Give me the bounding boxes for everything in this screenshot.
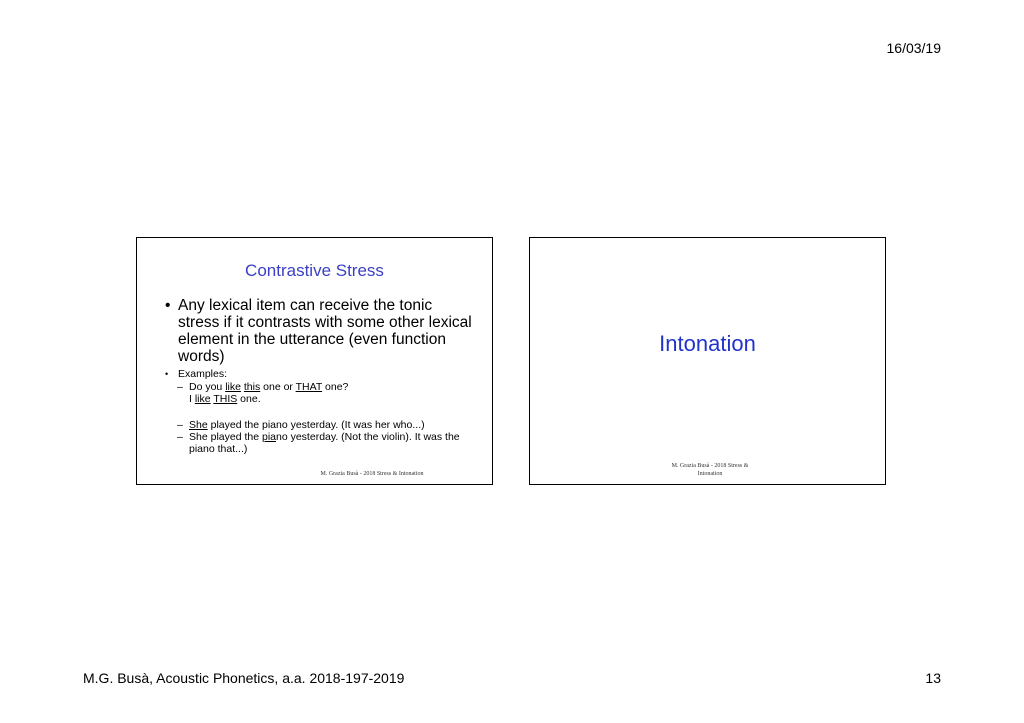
bullet-text: Any lexical item can receive the tonic stress if it contrasts with some other lexical element in the utterance (even function words) (178, 297, 472, 365)
example-item (177, 381, 472, 405)
slide-title: Intonation (659, 331, 756, 356)
bullet-dot-icon: • (165, 297, 171, 314)
slide-bullets (165, 297, 472, 455)
slide-footer: M. Grazia Busà - 2018 Stress & Intonation (320, 471, 424, 477)
example-text: She played the piano yesterday. (It was her who...) (189, 419, 425, 431)
dash-icon: – (177, 381, 183, 393)
bullet-text: Examples: (178, 368, 228, 380)
bullet-item (165, 297, 472, 365)
page-number: 13 (925, 670, 941, 686)
page-footer-course: M.G. Busà, Acoustic Phonetics, a.a. 2018-197-2019 (83, 670, 405, 686)
example-list (177, 381, 472, 455)
bullet-item (165, 368, 472, 381)
page-date: 16/03/19 (886, 40, 941, 56)
slide-intonation (529, 237, 886, 485)
dash-icon: – (177, 431, 183, 443)
dash-icon: – (177, 419, 183, 431)
example-text: Do you like this one or THAT one? I like THIS one. (189, 381, 349, 405)
example-item (177, 419, 472, 431)
slide-footer: M. Grazia Busà - 2018 Stress & Intonation (671, 463, 749, 477)
example-item (177, 431, 472, 455)
slide-contrastive-stress (136, 237, 493, 485)
bullet-dot-icon: • (165, 369, 169, 379)
example-text: She played the piano yesterday. (Not the violin). It was the piano that...) (189, 431, 460, 455)
slide-title: Contrastive Stress (245, 261, 384, 280)
